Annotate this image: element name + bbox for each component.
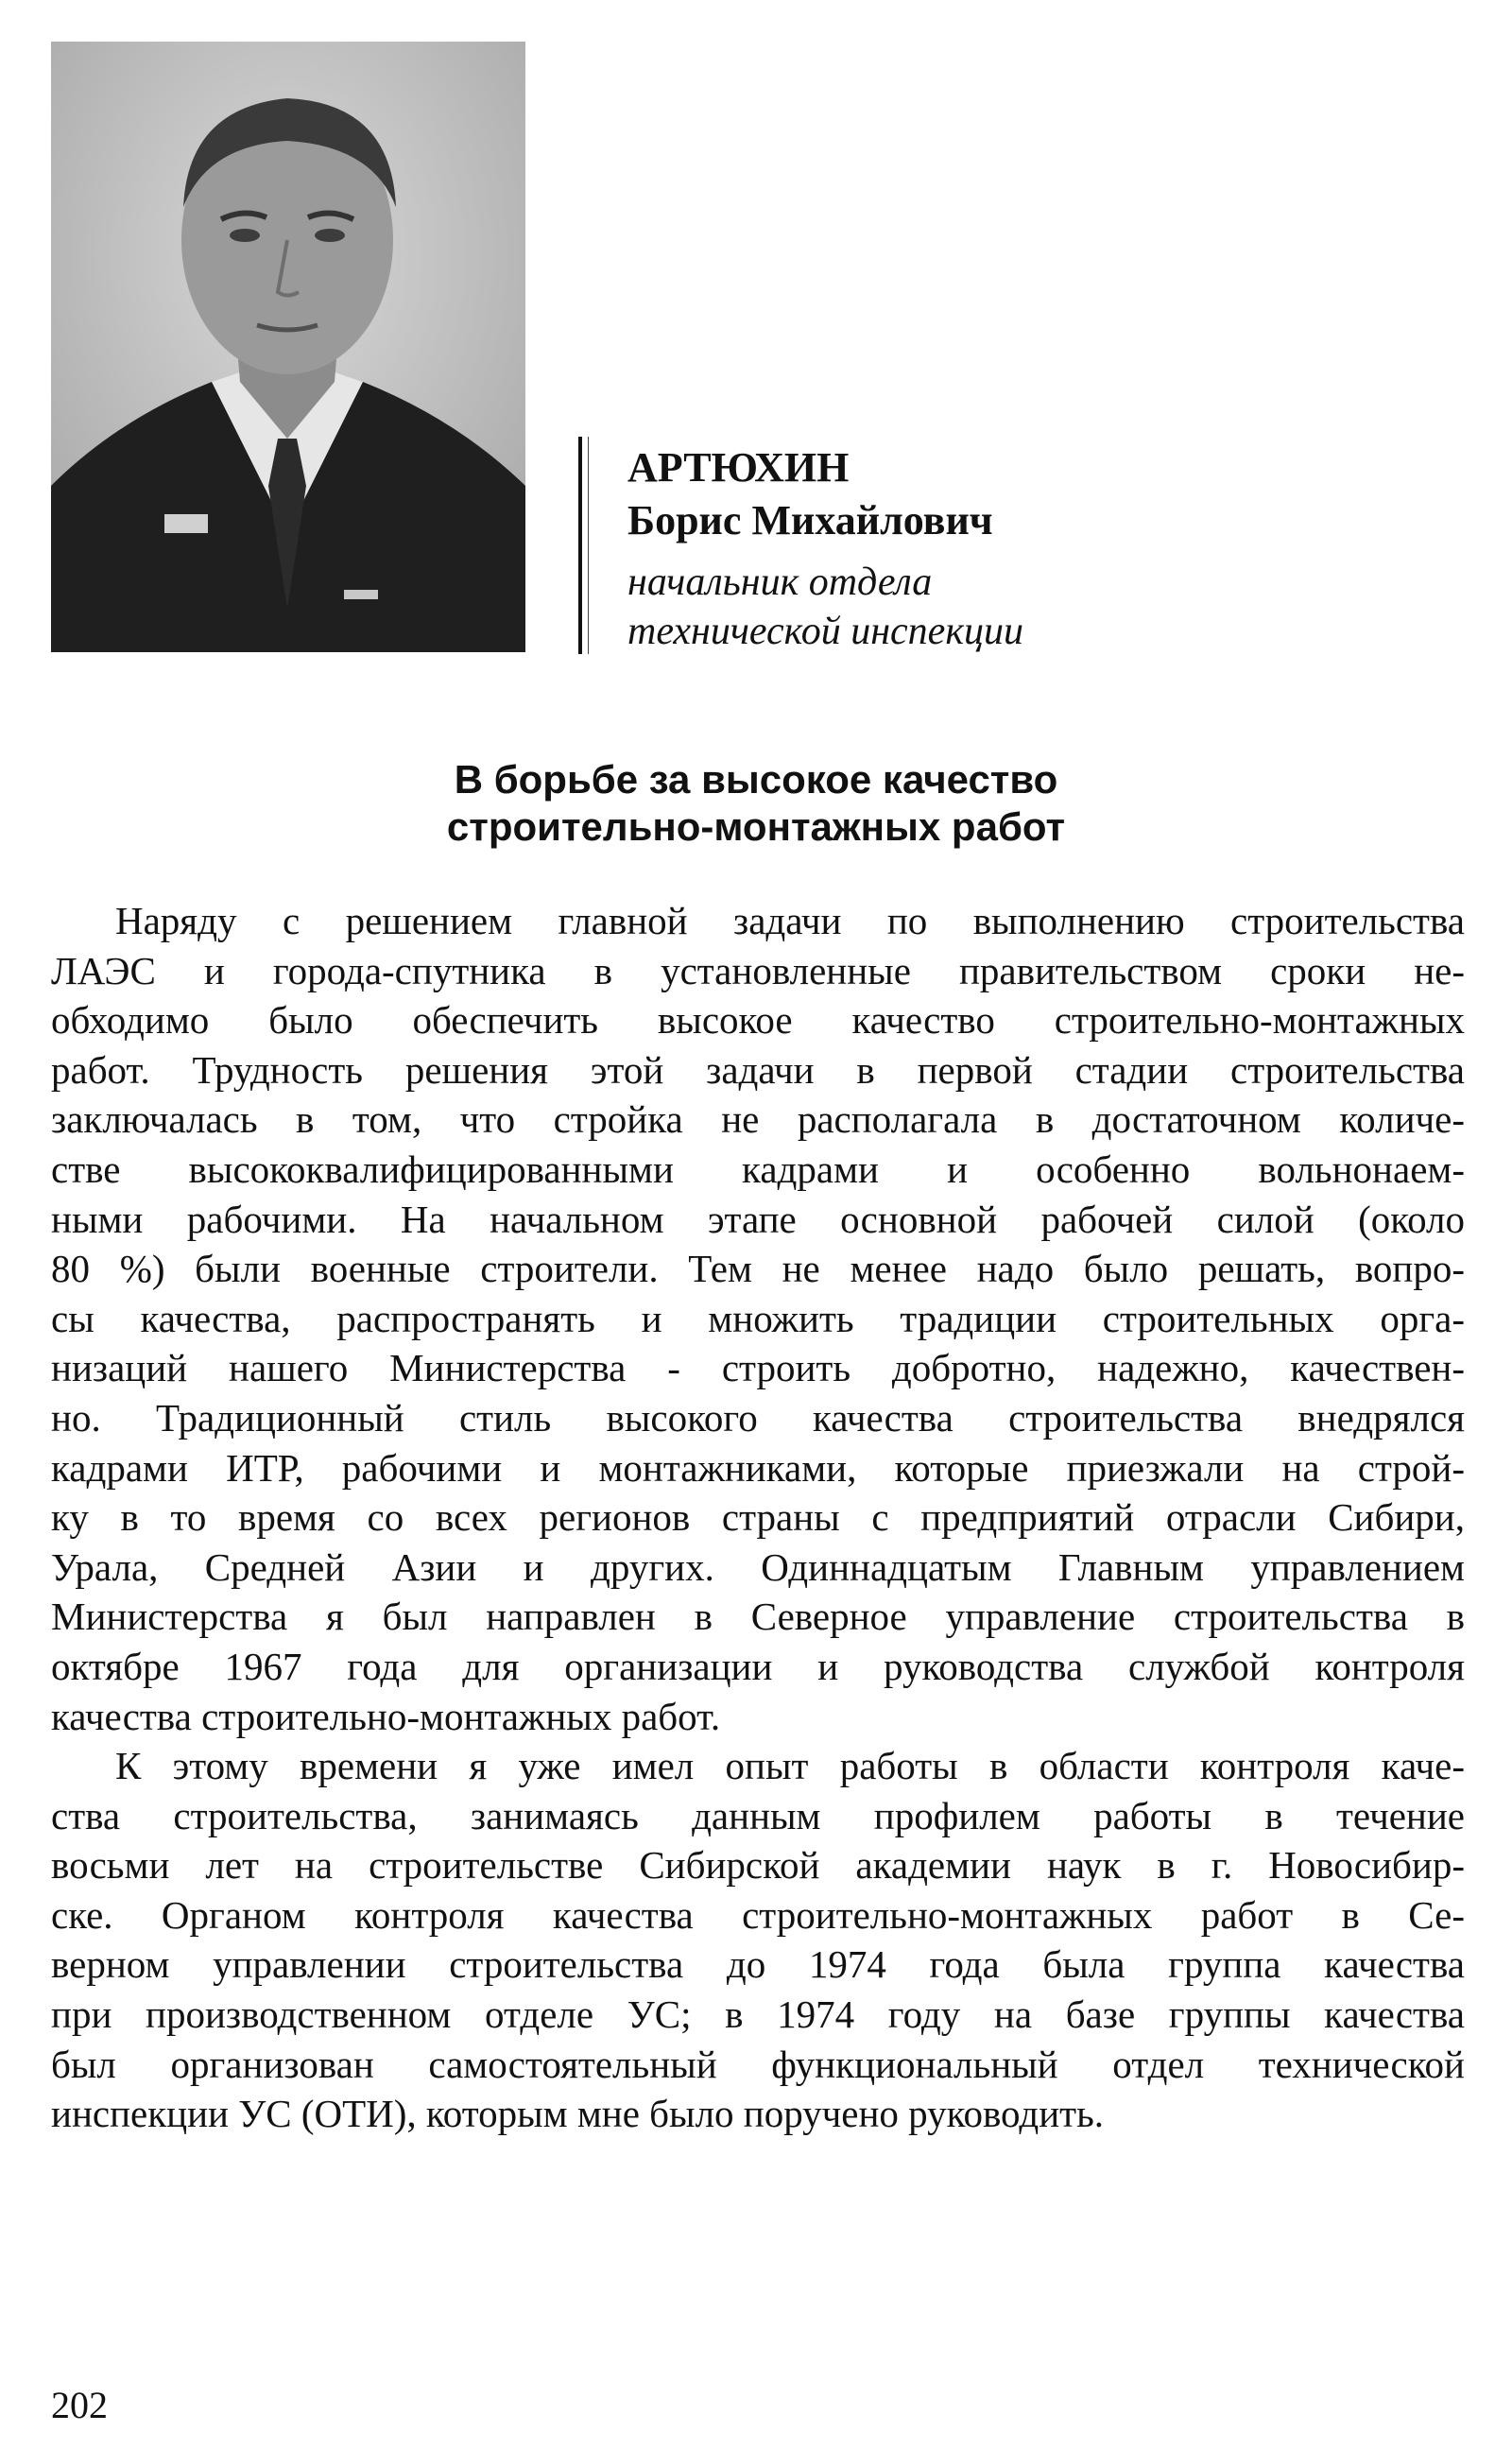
caption-rule-thin [588, 437, 589, 654]
text-line: при производственном отделе УС; в 1974 году на базе группы качества [51, 1992, 1465, 2037]
text-line: кадрами ИТР, рабочими и монтажниками, которые приезжали на строй- [51, 1445, 1465, 1490]
text-line: октябре 1967 года для организации и руководства службой контроля [51, 1644, 1465, 1688]
text-line: стве высококвалифицированными кадрами и особенно вольнонаем- [51, 1147, 1465, 1191]
text-line: заключалась в том, что стройка не располагала в достаточном количе- [51, 1097, 1465, 1142]
text-line: верном управлении строительства до 1974 года была группа качества [51, 1942, 1465, 1987]
text-line: Наряду с решением главной задачи по выполнению строительства [115, 899, 1465, 942]
text-line: 80 %) были военные строители. Тем не менее надо было решать, вопро- [51, 1247, 1465, 1291]
text-line: низаций нашего Министерства - строить добротно, надежно, качествен- [51, 1346, 1465, 1390]
portrait-illustration [51, 42, 525, 652]
text-line: ЛАЭС и города-спутника в установленные правительством сроки не- [51, 948, 1465, 992]
text-line: восьми лет на строительстве Сибирской академии наук в г. Новосибир- [51, 1843, 1465, 1888]
paragraph-1 [51, 896, 1465, 1741]
text-line: но. Традиционный стиль высокого качества строительства внедрялся [51, 1395, 1465, 1440]
text-line: обходимо было обеспечить высокое качество строительно-монтажных [51, 998, 1465, 1043]
author-given-names: Борис Михайлович [627, 497, 993, 543]
article-title [189, 756, 1323, 851]
portrait-photo [51, 42, 525, 652]
text-line: качества строительно-монтажных работ. [51, 1694, 721, 1738]
article-title-line1: В борьбе за высокое качество [454, 757, 1058, 802]
author-position-line2: технической инспекции [627, 610, 1023, 653]
text-line: ства строительства, занимаясь данным профилем работы в течение [51, 1793, 1465, 1837]
text-line: ске. Органом контроля качества строительно-монтажных работ в Се- [51, 1892, 1465, 1937]
paragraph-2 [51, 1741, 1465, 2139]
text-line: сы качества, распространять и множить традиции строительных орга- [51, 1296, 1465, 1340]
text-line: работ. Трудность решения этой задачи в первой стадии строительства [51, 1047, 1465, 1092]
article-title-line2: строительно-монтажных работ [446, 804, 1066, 849]
text-line: К этому времени я уже имел опыт работы в области контроля каче- [115, 1744, 1465, 1788]
text-line: был организован самостоятельный функциональный отдел технической [51, 2042, 1465, 2086]
text-line: инспекции УС (ОТИ), которым мне было поручено руководить. [51, 2092, 1105, 2136]
author-caption [578, 437, 1240, 656]
caption-rule [578, 437, 582, 654]
author-position-line1: начальник отдела [627, 561, 933, 604]
text-line: ными рабочими. На начальном этапе основной рабочей силой (около [51, 1197, 1465, 1241]
page-number: 202 [51, 2384, 108, 2426]
text-line: Министерства я был направлен в Северное управление строительства в [51, 1595, 1465, 1639]
article-body [51, 896, 1465, 2139]
author-surname: АРТЮХИН [627, 444, 850, 491]
text-line: ку в то время со всех регионов страны с предприятий отрасли Сибири, [51, 1495, 1465, 1540]
text-line: Урала, Средней Азии и других. Одиннадцатым Главным управлением [51, 1544, 1465, 1589]
